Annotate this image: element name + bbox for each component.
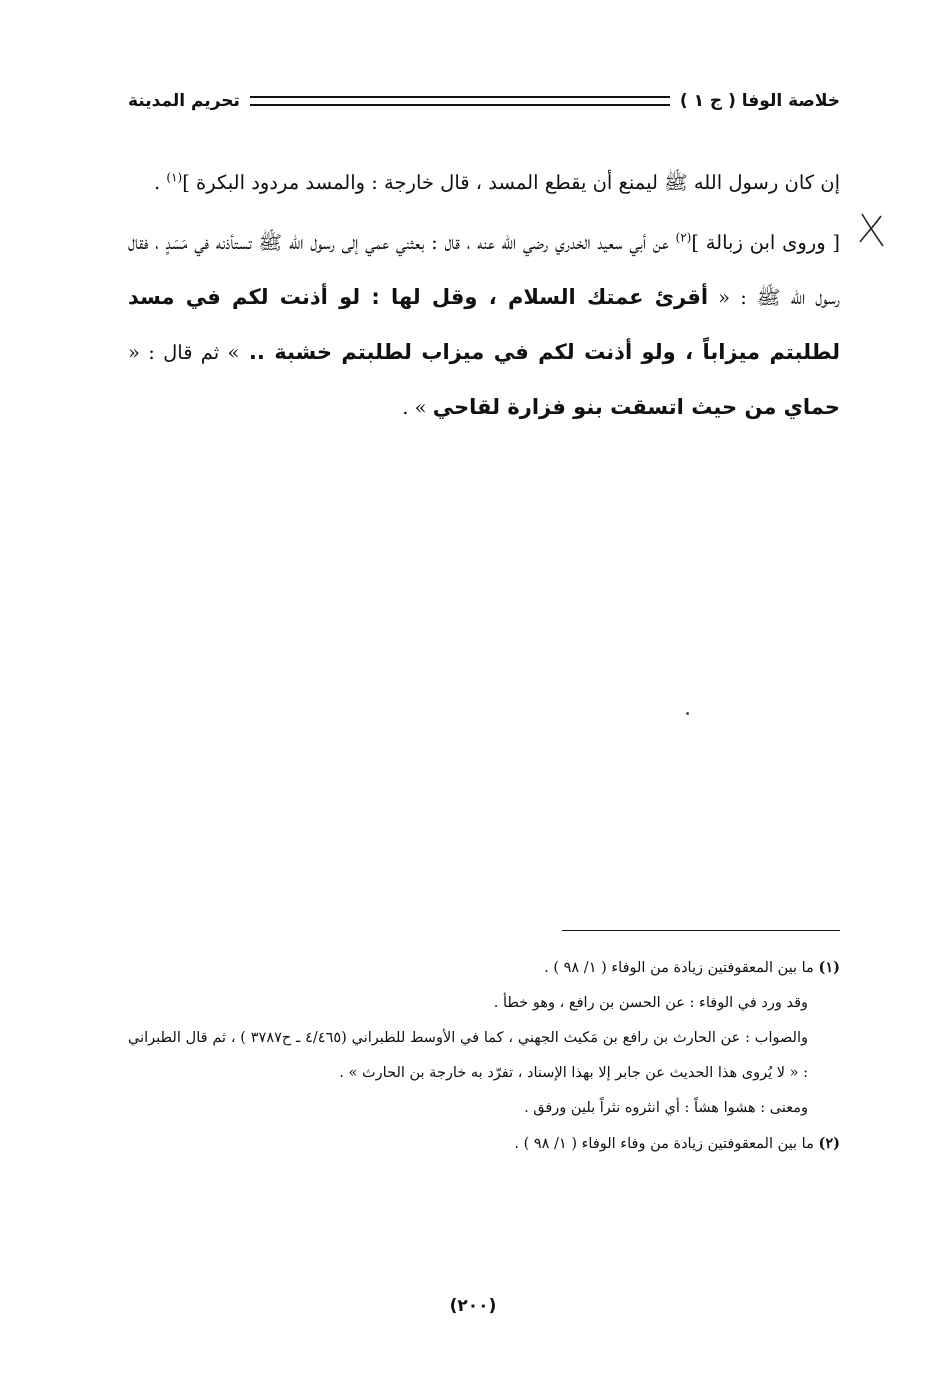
paragraph-1-end: .	[153, 171, 167, 194]
stray-dot	[686, 712, 689, 715]
footnotes	[128, 950, 840, 1162]
footnote-2-line-1: ما بين المعقوفتين زيادة من وفاء الوفاء ( ١/ ٩٨ ) .	[514, 1136, 819, 1152]
header-double-rule	[250, 96, 670, 106]
paragraph-2-end: » .	[402, 396, 433, 419]
footnote-separator	[562, 930, 840, 931]
paragraph-1	[128, 156, 840, 210]
footnote-1-line-3: والصواب : عن الحارث بن رافع بن مَكيث الجهني ، كما في الأوسط للطبراني (٤/٤٦٥ ـ ح٣٧٨٧ ) ، ثم قال الطبراني : « لا يُروى هذا الحديث عن جابر إلا بهذا الإسناد ، تفرّد به خارجة بن الحارث » .	[128, 1030, 808, 1081]
paragraph-2-transition: » ثم قال : «	[128, 341, 240, 364]
paragraph-1-text: إن كان رسول الله ﷺ ليمنع أن يقطع المسد ، قال خارجة : والمسد مردود البكرة ]	[182, 171, 840, 194]
footnote-ref-1: (١)	[166, 170, 183, 185]
paragraph-2-narration: عن أبي سعيد الخدري رضي الله عنه ، قال : بعثني عمي إلى رسول الله ﷺ تستأذنه في مَسَدٍ ، فقال رسول الله ﷺ : «	[128, 231, 840, 309]
paragraph-2	[128, 216, 840, 435]
footnote-2-number: (٢)	[818, 1135, 840, 1152]
footnote-1-number: (١)	[818, 959, 840, 976]
page-number: (٢٠٠)	[449, 1296, 497, 1316]
hadith-quote-2: حماي من حيث اتسقت بنو فزارة لقاحي	[432, 395, 840, 419]
footnote-ref-2: (٢)	[675, 230, 692, 245]
hadith-quote-1: أقرئ عمتك السلام ، وقل لها : لو أذنت لكم في مسد لطلبتم ميزاباً ، ولو أذنت لكم في ميزاب لطلبتم خشبة ..	[128, 285, 840, 364]
footnote-1	[128, 950, 840, 986]
footnote-1-line-2: وقد ورد في الوفاء : عن الحسن بن رافع ، وهو خطأ .	[493, 995, 808, 1011]
book-title-header: خلاصة الوفا ( ج ١ )	[679, 91, 840, 111]
footnote-2	[128, 1126, 840, 1162]
running-header	[128, 84, 840, 118]
chapter-title-header: تحريم المدينة	[128, 91, 240, 111]
footnote-1-line-1: ما بين المعقوفتين زيادة من الوفاء ( ١/ ٩٨ ) .	[544, 960, 819, 976]
footnote-1-line-4: ومعنى : هشوا هشاً : أي انثروه نثراً بلين ورفق .	[524, 1100, 808, 1116]
paragraph-2-intro: [ وروى ابن زبالة ]	[691, 231, 840, 254]
margin-x-mark-icon	[856, 210, 886, 250]
main-text	[128, 156, 840, 435]
